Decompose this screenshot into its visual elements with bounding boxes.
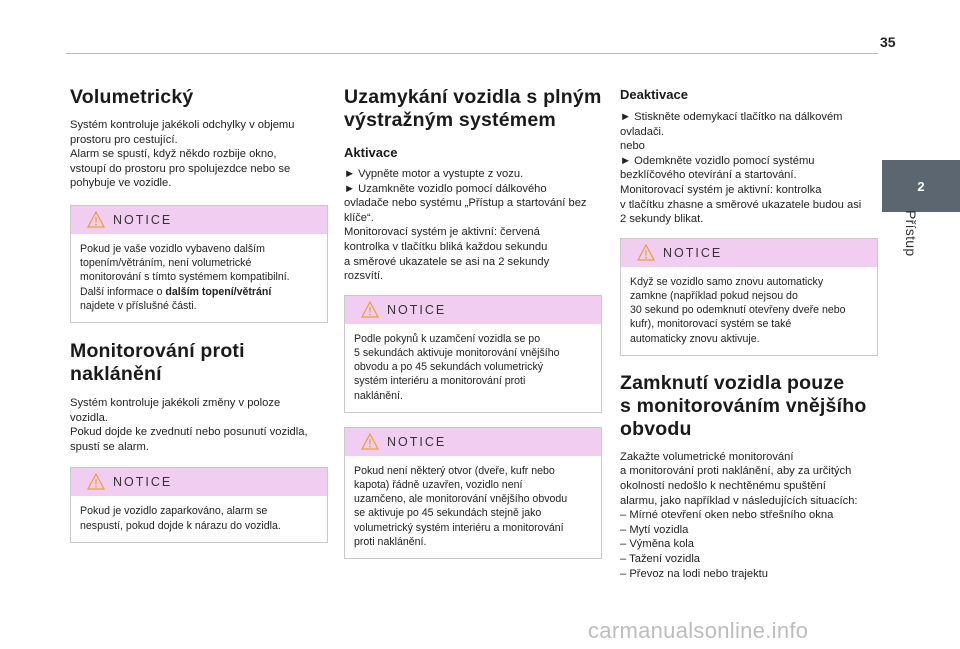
notice-title: NOTICE <box>387 434 447 449</box>
heading-deactivation: Deaktivace <box>620 87 688 102</box>
column-1 <box>70 82 328 543</box>
column-3 <box>620 82 878 581</box>
notice-body: Když se vozidlo samo znovu automaticky zamkne (například pokud nejsou do 30 sekund po odemknutí otevřeny dveře nebo kufr), monitorovací systém se také automaticky znovu aktivuje. <box>630 275 846 345</box>
paragraph-activation: ► Vypněte motor a vystupte z vozu. ► Uzamkněte vozidlo pomocí dálkového ovladače nebo systému „Přístup a startování bez klíče“. Monitorovací systém je aktivní: červená kontrolka v tlačítku bliká každou sekundu a směrové ukazatele se asi na 2 sekundy rozsvítí. <box>344 168 587 283</box>
heading-tilt: Monitorování proti naklánění <box>70 339 245 385</box>
header-rule <box>66 53 878 54</box>
notice-header <box>71 206 327 234</box>
notice-body: Pokud je vaše vozidlo vybaveno dalším topením/větráním, není volumetrické monitorování s tímto systémem kompatibilní. Další informace o dalším topení/větrání najdete v příslušné části. <box>80 242 290 312</box>
chapter-number: 2 <box>917 178 925 194</box>
warning-icon <box>637 244 655 261</box>
notice-header <box>345 296 601 324</box>
notice-title: NOTICE <box>663 245 723 260</box>
heading-perimeter-only: Zamknutí vozidla pouze s monitorováním vnějšího obvodu <box>620 371 867 440</box>
heading-full-alarm-lock: Uzamykání vozidla s plným výstražným systémem <box>344 86 602 131</box>
notice-body: Pokud je vozidlo zaparkováno, alarm se nespustí, pokud dojde k nárazu do vozidla. <box>80 505 281 532</box>
notice-header <box>71 468 327 496</box>
bold-reference: dalším topení/větrání <box>165 285 272 298</box>
notice-box <box>620 238 878 356</box>
watermark-text: carmanualsonline.info <box>588 618 809 643</box>
notice-title: NOTICE <box>113 212 173 227</box>
paragraph-deactivation: ► Stiskněte odemykací tlačítko na dálkovém ovladači. nebo ► Odemkněte vozidlo pomocí systému bezklíčového otevírání a startování. Monitorovací systém je aktivní: kontrolka v tlačítku zhasne a směrové ukazatele budou asi 2 sekundy blikat. <box>620 111 862 226</box>
notice-body: Podle pokynů k uzamčení vozidla se po 5 sekundách aktivuje monitorování vnějšího obvodu a po 45 sekundách volumetrický systém interiéru a monitorování proti naklánění. <box>354 332 560 402</box>
notice-box <box>344 295 602 413</box>
warning-icon <box>361 301 379 318</box>
heading-volumetric: Volumetrický <box>70 86 194 108</box>
page-number: 35 <box>880 34 896 50</box>
notice-title: NOTICE <box>387 302 447 317</box>
column-2 <box>344 82 602 559</box>
chapter-tab[interactable] <box>882 160 960 212</box>
notice-header <box>345 428 601 456</box>
notice-box <box>344 427 602 559</box>
heading-activation: Aktivace <box>344 145 398 160</box>
notice-box <box>70 205 328 323</box>
paragraph-tilt: Systém kontroluje jakékoli změny v poloze vozidla. Pokud dojde ke zvednutí nebo posunutí vozidla, spustí se alarm. <box>70 396 308 453</box>
chapter-label: Přístup <box>903 210 919 257</box>
notice-box <box>70 467 328 542</box>
notice-header <box>621 239 877 267</box>
paragraph-perimeter-only: Zakažte volumetrické monitorování a monitorování proti naklánění, aby za určitých okolností nedošlo k nechtěnému spuštění alarmu, jako například v následujících situacích: – Mírné otevření oken nebo střešního okna – Mytí vozidla – Výměna kola – Tažení vozidla – Převoz na lodi nebo trajektu <box>620 450 858 580</box>
warning-icon <box>87 473 105 490</box>
notice-title: NOTICE <box>113 475 173 490</box>
warning-icon <box>87 211 105 228</box>
paragraph-volumetric: Systém kontroluje jakékoli odchylky v objemu prostoru pro cestující. Alarm se spustí, když někdo rozbije okno, vstoupí do prostoru pro spolujezdce nebo se pohybuje ve vozidle. <box>70 119 295 190</box>
warning-icon <box>361 433 379 450</box>
notice-body: Pokud není některý otvor (dveře, kufr nebo kapota) řádně uzavřen, vozidlo není uzamčeno, ale monitorování vnějšího obvodu se aktivuje po 45 sekundách stejně jako volumetrický systém interiéru a monitorování proti naklánění. <box>354 464 568 548</box>
